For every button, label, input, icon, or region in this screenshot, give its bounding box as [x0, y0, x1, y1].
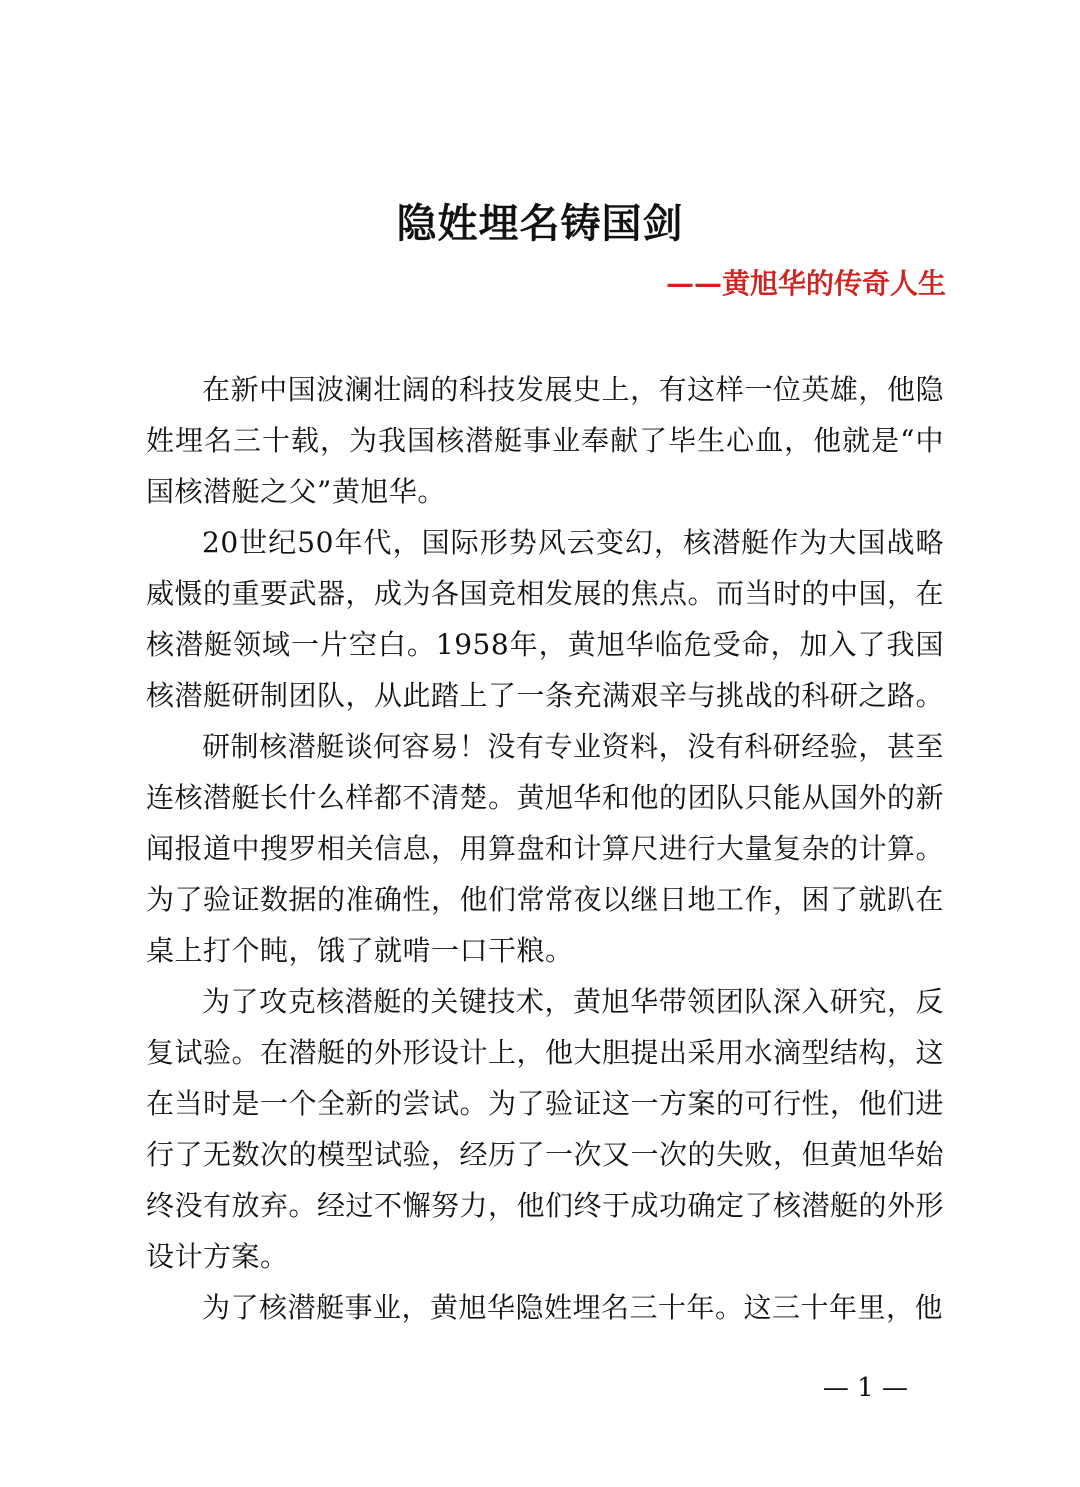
paragraph: 为了攻克核潜艇的关键技术，黄旭华带领团队深入研究，反复试验。在潜艇的外形设计上，他大胆提出采用水滴型结构，这在当时是一个全新的尝试。为了验证这一方案的可行性，他们进行了无数次的模型试验，经历了一次又一次的失败，但黄旭华始终没有放弃。经过不懈努力，他们终于成功确定了核潜艇的外形设计方案。: [146, 985, 945, 1273]
paragraph: 20世纪50年代，国际形势风云变幻，核潜艇作为大国战略威慑的重要武器，成为各国竞相发展的焦点。而当时的中国，在核潜艇领域一片空白。1958年，黄旭华临危受命，加入了我国核潜艇研制团队，从此踏上了一条充满艰辛与挑战的科研之路。: [146, 526, 945, 712]
paragraph: 研制核潜艇谈何容易！没有专业资料，没有科研经验，甚至连核潜艇长什么样都不清楚。黄旭华和他的团队只能从国外的新闻报道中搜罗相关信息，用算盘和计算尺进行大量复杂的计算。为了验证数据的准确性，他们常常夜以继日地工作，困了就趴在桌上打个盹，饿了就啃一口干粮。: [146, 730, 945, 967]
paragraph: 在新中国波澜壮阔的科技发展史上，有这样一位英雄，他隐姓埋名三十载，为我国核潜艇事业奉献了毕生心血，他就是“中国核潜艇之父”黄旭华。: [146, 373, 944, 508]
paragraph: 为了核潜艇事业，黄旭华隐姓埋名三十年。这三十年里，他: [202, 1291, 944, 1324]
document-title: 隐姓埋名铸国剑: [396, 200, 684, 247]
document-body: [146, 364, 944, 1333]
page-number: — 1 —: [822, 1373, 908, 1403]
document-subtitle: ——黄旭华的传奇人生: [665, 267, 946, 300]
